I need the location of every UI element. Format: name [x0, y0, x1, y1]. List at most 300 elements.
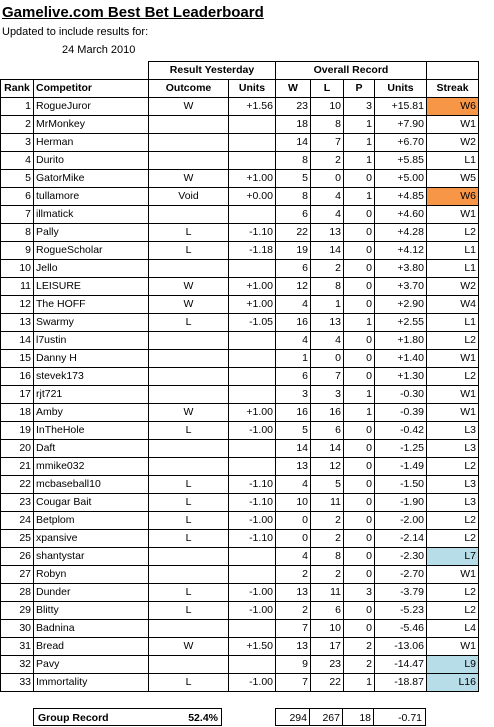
- units-yesterday-cell: [229, 368, 276, 386]
- wins-cell: 8: [276, 188, 311, 206]
- streak-cell: L9: [427, 656, 479, 674]
- table-row: [1, 296, 479, 314]
- outcome-cell: [149, 116, 229, 134]
- outcome-cell: L: [149, 602, 229, 620]
- wins-cell: 12: [276, 278, 311, 296]
- table-row: [1, 170, 479, 188]
- wins-cell: 5: [276, 422, 311, 440]
- outcome-cell: [149, 548, 229, 566]
- col-p: P: [344, 80, 375, 98]
- pushes-cell: 0: [344, 242, 375, 260]
- rank-cell: 14: [1, 332, 34, 350]
- competitor-cell: RogueScholar: [34, 242, 149, 260]
- losses-cell: 12: [311, 458, 344, 476]
- table-row: [1, 386, 479, 404]
- wins-cell: 16: [276, 404, 311, 422]
- losses-cell: 4: [311, 332, 344, 350]
- wins-cell: 22: [276, 224, 311, 242]
- losses-cell: 0: [311, 170, 344, 188]
- losses-cell: 6: [311, 602, 344, 620]
- competitor-cell: Badnina: [34, 620, 149, 638]
- wins-cell: 7: [276, 620, 311, 638]
- streak-cell: L2: [427, 368, 479, 386]
- rank-cell: 26: [1, 548, 34, 566]
- rank-cell: 1: [1, 98, 34, 116]
- pushes-cell: 0: [344, 170, 375, 188]
- wins-cell: 5: [276, 170, 311, 188]
- pushes-cell: 1: [344, 674, 375, 692]
- units-yesterday-cell: [229, 206, 276, 224]
- pushes-cell: 0: [344, 476, 375, 494]
- streak-cell: L4: [427, 620, 479, 638]
- units-overall-cell: -2.00: [375, 512, 427, 530]
- rank-cell: 13: [1, 314, 34, 332]
- rank-cell: 6: [1, 188, 34, 206]
- competitor-cell: illmatick: [34, 206, 149, 224]
- streak-cell: W1: [427, 116, 479, 134]
- competitor-cell: RogueJuror: [34, 98, 149, 116]
- units-yesterday-cell: [229, 566, 276, 584]
- units-overall-cell: +6.70: [375, 134, 427, 152]
- units-yesterday-cell: [229, 332, 276, 350]
- wins-cell: 0: [276, 530, 311, 548]
- units-overall-cell: +3.70: [375, 278, 427, 296]
- col-streak: Streak: [427, 80, 479, 98]
- units-yesterday-cell: [229, 386, 276, 404]
- streak-cell: L1: [427, 314, 479, 332]
- table-row: [1, 566, 479, 584]
- pushes-cell: 1: [344, 116, 375, 134]
- losses-cell: 6: [311, 422, 344, 440]
- units-yesterday-cell: +0.00: [229, 188, 276, 206]
- competitor-cell: Herman: [34, 134, 149, 152]
- pushes-cell: 1: [344, 152, 375, 170]
- rank-cell: 20: [1, 440, 34, 458]
- outcome-cell: W: [149, 278, 229, 296]
- rank-cell: 32: [1, 656, 34, 674]
- outcome-cell: L: [149, 422, 229, 440]
- rank-cell: 3: [1, 134, 34, 152]
- units-yesterday-cell: +1.56: [229, 98, 276, 116]
- units-yesterday-cell: -1.10: [229, 224, 276, 242]
- losses-cell: 10: [311, 620, 344, 638]
- losses-cell: 23: [311, 656, 344, 674]
- wins-cell: 4: [276, 476, 311, 494]
- units-yesterday-cell: +1.50: [229, 638, 276, 656]
- overall-record-header: Overall Record: [276, 62, 427, 80]
- table-row: [1, 98, 479, 116]
- wins-cell: 9: [276, 656, 311, 674]
- wins-cell: 2: [276, 602, 311, 620]
- outcome-cell: L: [149, 494, 229, 512]
- wins-cell: 14: [276, 440, 311, 458]
- table-row: [1, 242, 479, 260]
- table-row: [1, 404, 479, 422]
- units-overall-cell: +4.85: [375, 188, 427, 206]
- col-rank: Rank: [1, 80, 34, 98]
- units-yesterday-cell: +1.00: [229, 404, 276, 422]
- streak-cell: L3: [427, 476, 479, 494]
- table-row: [1, 512, 479, 530]
- wins-cell: 18: [276, 116, 311, 134]
- streak-cell: L7: [427, 548, 479, 566]
- units-overall-cell: -5.23: [375, 602, 427, 620]
- rank-cell: 33: [1, 674, 34, 692]
- wins-cell: 6: [276, 368, 311, 386]
- col-w: W: [276, 80, 311, 98]
- group-record-l: 267: [309, 708, 343, 726]
- wins-cell: 13: [276, 458, 311, 476]
- outcome-cell: L: [149, 674, 229, 692]
- competitor-cell: Cougar Bait: [34, 494, 149, 512]
- pushes-cell: 0: [344, 278, 375, 296]
- pushes-cell: 0: [344, 368, 375, 386]
- units-yesterday-cell: -1.00: [229, 602, 276, 620]
- outcome-cell: W: [149, 404, 229, 422]
- streak-cell: L1: [427, 242, 479, 260]
- rank-cell: 16: [1, 368, 34, 386]
- streak-cell: L2: [427, 602, 479, 620]
- table-row: [1, 188, 479, 206]
- pushes-cell: 1: [344, 188, 375, 206]
- competitor-cell: Amby: [34, 404, 149, 422]
- units-yesterday-cell: [229, 152, 276, 170]
- outcome-cell: [149, 332, 229, 350]
- units-overall-cell: -2.30: [375, 548, 427, 566]
- streak-cell: W6: [427, 98, 479, 116]
- units-overall-cell: +7.90: [375, 116, 427, 134]
- competitor-cell: Swarmy: [34, 314, 149, 332]
- competitor-cell: InTheHole: [34, 422, 149, 440]
- table-row: [1, 134, 479, 152]
- streak-cell: L16: [427, 674, 479, 692]
- losses-cell: 8: [311, 116, 344, 134]
- rank-cell: 7: [1, 206, 34, 224]
- competitor-cell: Jello: [34, 260, 149, 278]
- col-units-yesterday: Units: [229, 80, 276, 98]
- losses-cell: 2: [311, 530, 344, 548]
- table-row: [1, 224, 479, 242]
- units-overall-cell: +1.80: [375, 332, 427, 350]
- pushes-cell: 1: [344, 314, 375, 332]
- wins-cell: 10: [276, 494, 311, 512]
- column-header-row: [1, 80, 479, 98]
- units-overall-cell: -1.25: [375, 440, 427, 458]
- table-row: [1, 440, 479, 458]
- competitor-cell: Bread: [34, 638, 149, 656]
- units-overall-cell: -13.06: [375, 638, 427, 656]
- competitor-cell: GatorMike: [34, 170, 149, 188]
- pushes-cell: 0: [344, 512, 375, 530]
- table-row: [1, 476, 479, 494]
- rank-cell: 5: [1, 170, 34, 188]
- rank-cell: 10: [1, 260, 34, 278]
- streak-cell: L2: [427, 458, 479, 476]
- group-record-units: -0.71: [373, 708, 426, 726]
- losses-cell: 13: [311, 314, 344, 332]
- streak-cell: W1: [427, 386, 479, 404]
- units-yesterday-cell: +1.00: [229, 170, 276, 188]
- pushes-cell: 0: [344, 458, 375, 476]
- rank-cell: 4: [1, 152, 34, 170]
- table-row: [1, 278, 479, 296]
- wins-cell: 13: [276, 584, 311, 602]
- group-header-row: [1, 62, 479, 80]
- losses-cell: 11: [311, 494, 344, 512]
- rank-cell: 17: [1, 386, 34, 404]
- losses-cell: 4: [311, 188, 344, 206]
- table-row: [1, 674, 479, 692]
- outcome-cell: W: [149, 170, 229, 188]
- losses-cell: 7: [311, 368, 344, 386]
- outcome-cell: [149, 440, 229, 458]
- streak-cell: W1: [427, 638, 479, 656]
- group-record-p: 18: [342, 708, 374, 726]
- outcome-cell: W: [149, 296, 229, 314]
- table-row: [1, 350, 479, 368]
- competitor-cell: Dunder: [34, 584, 149, 602]
- wins-cell: 6: [276, 260, 311, 278]
- losses-cell: 22: [311, 674, 344, 692]
- pushes-cell: 0: [344, 440, 375, 458]
- rank-cell: 11: [1, 278, 34, 296]
- pushes-cell: 3: [344, 584, 375, 602]
- pushes-cell: 0: [344, 332, 375, 350]
- competitor-cell: tullamore: [34, 188, 149, 206]
- wins-cell: 14: [276, 134, 311, 152]
- outcome-cell: W: [149, 98, 229, 116]
- outcome-cell: L: [149, 512, 229, 530]
- units-overall-cell: -1.49: [375, 458, 427, 476]
- units-yesterday-cell: -1.10: [229, 530, 276, 548]
- table-row: [1, 656, 479, 674]
- streak-cell: L2: [427, 512, 479, 530]
- units-overall-cell: -2.14: [375, 530, 427, 548]
- units-overall-cell: +5.85: [375, 152, 427, 170]
- outcome-cell: [149, 458, 229, 476]
- streak-cell: L3: [427, 494, 479, 512]
- competitor-cell: Robyn: [34, 566, 149, 584]
- units-yesterday-cell: [229, 350, 276, 368]
- outcome-cell: [149, 134, 229, 152]
- wins-cell: 19: [276, 242, 311, 260]
- units-yesterday-cell: -1.00: [229, 512, 276, 530]
- losses-cell: 10: [311, 98, 344, 116]
- units-yesterday-cell: -1.10: [229, 494, 276, 512]
- streak-cell: W2: [427, 278, 479, 296]
- competitor-cell: Pally: [34, 224, 149, 242]
- units-overall-cell: -2.70: [375, 566, 427, 584]
- losses-cell: 14: [311, 242, 344, 260]
- rank-cell: 18: [1, 404, 34, 422]
- pushes-cell: 2: [344, 656, 375, 674]
- table-row: [1, 260, 479, 278]
- col-l: L: [311, 80, 344, 98]
- units-yesterday-cell: -1.00: [229, 674, 276, 692]
- losses-cell: 17: [311, 638, 344, 656]
- units-overall-cell: +5.00: [375, 170, 427, 188]
- losses-cell: 0: [311, 350, 344, 368]
- rank-cell: 29: [1, 602, 34, 620]
- losses-cell: 8: [311, 548, 344, 566]
- outcome-cell: Void: [149, 188, 229, 206]
- units-overall-cell: -1.90: [375, 494, 427, 512]
- units-overall-cell: -0.39: [375, 404, 427, 422]
- wins-cell: 16: [276, 314, 311, 332]
- pushes-cell: 1: [344, 134, 375, 152]
- pushes-cell: 0: [344, 422, 375, 440]
- streak-cell: L3: [427, 422, 479, 440]
- outcome-cell: L: [149, 224, 229, 242]
- units-yesterday-cell: -1.05: [229, 314, 276, 332]
- rank-cell: 30: [1, 620, 34, 638]
- units-yesterday-cell: [229, 458, 276, 476]
- competitor-cell: shantystar: [34, 548, 149, 566]
- leaderboard-table: [0, 61, 479, 692]
- page-title: Gamelive.com Best Bet Leaderboard: [2, 4, 264, 21]
- table-row: [1, 584, 479, 602]
- wins-cell: 2: [276, 566, 311, 584]
- rank-cell: 19: [1, 422, 34, 440]
- pushes-cell: 0: [344, 602, 375, 620]
- outcome-cell: [149, 368, 229, 386]
- losses-cell: 7: [311, 134, 344, 152]
- table-row: [1, 332, 479, 350]
- units-overall-cell: -18.87: [375, 674, 427, 692]
- group-record-w: 294: [275, 708, 310, 726]
- rank-cell: 24: [1, 512, 34, 530]
- losses-cell: 1: [311, 296, 344, 314]
- pushes-cell: 0: [344, 350, 375, 368]
- streak-cell: W6: [427, 188, 479, 206]
- group-record-label: Group Record: [38, 712, 109, 724]
- table-row: [1, 458, 479, 476]
- outcome-cell: [149, 620, 229, 638]
- streak-cell: W1: [427, 206, 479, 224]
- table-row: [1, 152, 479, 170]
- competitor-cell: mcbaseball10: [34, 476, 149, 494]
- units-yesterday-cell: [229, 260, 276, 278]
- outcome-cell: L: [149, 584, 229, 602]
- pushes-cell: 0: [344, 566, 375, 584]
- outcome-cell: [149, 566, 229, 584]
- outcome-cell: [149, 656, 229, 674]
- pushes-cell: 0: [344, 620, 375, 638]
- losses-cell: 5: [311, 476, 344, 494]
- table-row: [1, 494, 479, 512]
- streak-cell: L2: [427, 584, 479, 602]
- table-row: [1, 620, 479, 638]
- units-yesterday-cell: [229, 656, 276, 674]
- rank-cell: 31: [1, 638, 34, 656]
- pushes-cell: 3: [344, 98, 375, 116]
- pushes-cell: 0: [344, 206, 375, 224]
- pushes-cell: 1: [344, 386, 375, 404]
- units-overall-cell: -3.79: [375, 584, 427, 602]
- losses-cell: 2: [311, 512, 344, 530]
- units-yesterday-cell: -1.18: [229, 242, 276, 260]
- units-yesterday-cell: [229, 440, 276, 458]
- units-overall-cell: -0.30: [375, 386, 427, 404]
- units-yesterday-cell: +1.00: [229, 296, 276, 314]
- streak-cell: L2: [427, 332, 479, 350]
- streak-cell: W2: [427, 134, 479, 152]
- units-overall-cell: +4.12: [375, 242, 427, 260]
- pushes-cell: 0: [344, 260, 375, 278]
- wins-cell: 4: [276, 332, 311, 350]
- losses-cell: 2: [311, 260, 344, 278]
- units-overall-cell: +1.30: [375, 368, 427, 386]
- rank-cell: 27: [1, 566, 34, 584]
- units-overall-cell: -5.46: [375, 620, 427, 638]
- competitor-cell: The HOFF: [34, 296, 149, 314]
- pushes-cell: 0: [344, 224, 375, 242]
- rank-cell: 28: [1, 584, 34, 602]
- result-yesterday-header: Result Yesterday: [149, 62, 276, 80]
- competitor-cell: Danny H: [34, 350, 149, 368]
- rank-cell: 2: [1, 116, 34, 134]
- table-row: [1, 602, 479, 620]
- streak-cell: L1: [427, 260, 479, 278]
- competitor-cell: Betplom: [34, 512, 149, 530]
- streak-cell: W4: [427, 296, 479, 314]
- units-yesterday-cell: [229, 620, 276, 638]
- rank-cell: 9: [1, 242, 34, 260]
- wins-cell: 4: [276, 296, 311, 314]
- pushes-cell: 0: [344, 530, 375, 548]
- report-date: 24 March 2010: [62, 44, 136, 56]
- competitor-cell: Daft: [34, 440, 149, 458]
- losses-cell: 8: [311, 278, 344, 296]
- losses-cell: 14: [311, 440, 344, 458]
- table-row: [1, 368, 479, 386]
- outcome-cell: [149, 152, 229, 170]
- rank-cell: 21: [1, 458, 34, 476]
- outcome-cell: [149, 260, 229, 278]
- outcome-cell: L: [149, 242, 229, 260]
- competitor-cell: xpansive: [34, 530, 149, 548]
- subtitle: Updated to include results for:: [2, 26, 149, 38]
- streak-cell: W1: [427, 350, 479, 368]
- wins-cell: 0: [276, 512, 311, 530]
- units-overall-cell: -14.47: [375, 656, 427, 674]
- wins-cell: 13: [276, 638, 311, 656]
- competitor-cell: rjt721: [34, 386, 149, 404]
- wins-cell: 6: [276, 206, 311, 224]
- streak-cell: L2: [427, 530, 479, 548]
- table-row: [1, 116, 479, 134]
- losses-cell: 11: [311, 584, 344, 602]
- streak-cell: W1: [427, 404, 479, 422]
- group-record-pct: 52.4%: [188, 712, 218, 724]
- competitor-cell: Immortality: [34, 674, 149, 692]
- table-row: [1, 206, 479, 224]
- rank-cell: 23: [1, 494, 34, 512]
- streak-cell: W5: [427, 170, 479, 188]
- rank-cell: 25: [1, 530, 34, 548]
- wins-cell: 4: [276, 548, 311, 566]
- streak-cell: L1: [427, 152, 479, 170]
- units-yesterday-cell: [229, 548, 276, 566]
- units-yesterday-cell: -1.00: [229, 584, 276, 602]
- rank-cell: 12: [1, 296, 34, 314]
- col-outcome: Outcome: [149, 80, 229, 98]
- outcome-cell: [149, 386, 229, 404]
- table-row: [1, 638, 479, 656]
- streak-cell: L3: [427, 440, 479, 458]
- units-yesterday-cell: +1.00: [229, 278, 276, 296]
- outcome-cell: L: [149, 314, 229, 332]
